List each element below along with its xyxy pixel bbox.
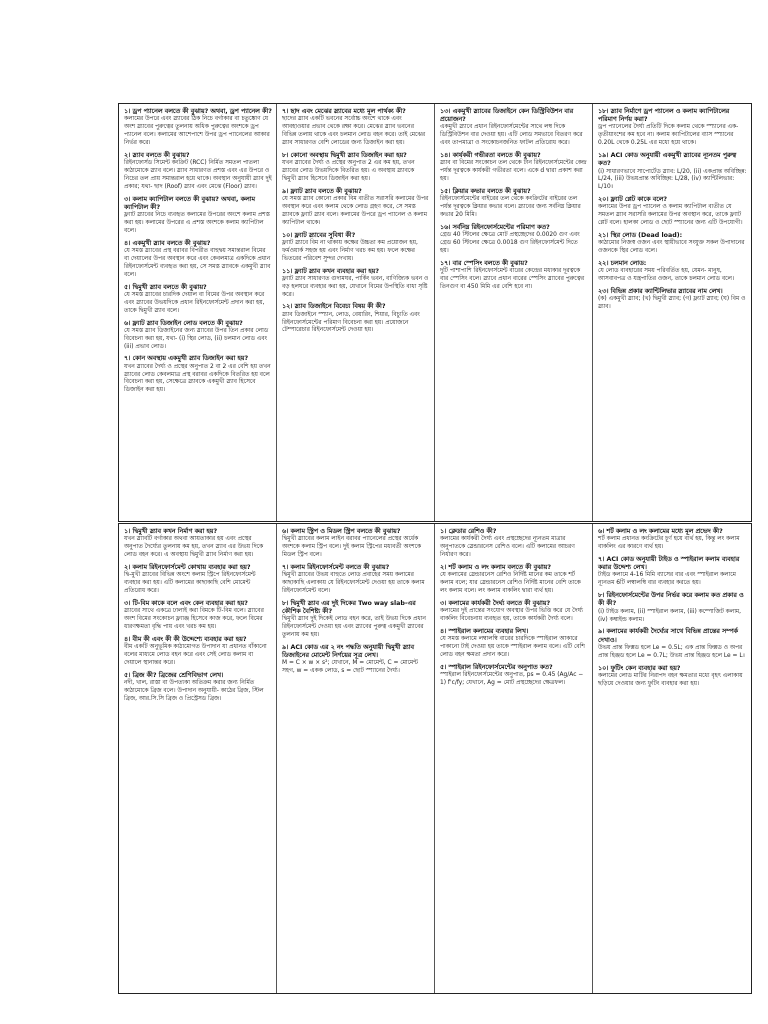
qa-block [440, 664, 588, 688]
qa-block [124, 196, 272, 236]
question-heading: ৯। কলামের কার্যকরী দৈর্ঘ্যের সাথে বিভিন্ন প্রান্তের সম্পর্ক দেখাও। [598, 628, 738, 644]
bottom-column-4 [593, 524, 751, 993]
question-heading: ৬। শর্ট কলাম ও লং কলামের মধ্যে মূল প্রভেদ কী? [598, 528, 723, 535]
qa-block [282, 268, 430, 300]
question-heading: ২। কলাম রিইনফোর্সমেন্ট কোথায় ব্যবহার করা হয়? [124, 563, 251, 571]
answer-text: যে সমস্ত স্ল্যাব কোনো প্রকার বিম ব্যতীত সরাসরি কলামের উপর অবস্থান করে এবং কলাম থেকে লোড গ্রহণ করে, সে সমস্ত স্ল্যাবকে ফ্ল্যাট স্ল্যাব বলে। কলামের উপরে ড্রপ প্যানেল ও কলাম ক্যাপিটাল থাকে। [282, 195, 429, 226]
question-heading: ৮। কোনো অবস্থায় দ্বিমুখী স্ল্যাব ডিজাইন করা হয়? [282, 151, 407, 159]
qa-block [440, 224, 588, 256]
answer-text: M = C × w × s²; যেখানে, M = মোমেন্ট, C = মোমেন্ট সহগ, w = একক লোড, s = ছোট স্প্যানের দৈর্ঘ্য। [282, 660, 418, 675]
qa-block [440, 188, 588, 220]
qa-block [598, 528, 747, 552]
question-heading: ১৭। বার স্পেসিং বলতে কী বুঝায়? [440, 259, 528, 267]
top-handout-sheet [118, 103, 752, 522]
answer-text: ছাদের স্ল্যাব একটি ভবনের সর্বোচ্চ অংশে থাকে এবং আবহাওয়ার প্রভাব থেকে রক্ষা করে। মেঝের স্ল্যাব ভবনের বিভিন্ন তলায় থাকে এবং চলমান লোড বহন করে। তাই মেঝের স্ল্যাব সাধারণত বেশি লোডের জন্য ডিজাইন করা হয়। [282, 116, 426, 146]
question-heading: ১০। ফুটিং কেন ব্যবহার করা হয়? [598, 664, 681, 672]
qa-block [124, 240, 272, 280]
question-heading: ১১। ফ্ল্যাট স্ল্যাব কখন ব্যবহার করা হয়? [282, 267, 380, 275]
answer-text: একমুখী স্ল্যাবে প্রধান রিইনফোর্সমেন্টের সাথে লম্ব দিকে ডিস্ট্রিবিউশন বার দেওয়া হয়। এটি লোড সমভাবে বিতরণ করে এবং তাপমাত্রা ও সংকোচনজনিত ফাটল প্রতিরোধ করে। [440, 124, 583, 147]
qa-block [282, 564, 430, 596]
answer-text: (i) সাধারণভাবে সাপোর্টেড স্ল্যাব: L/20, (ii) একপ্রান্ত অবিচ্ছিন্ন: L/24, (iii) উভয়প্রান্ত অবিচ্ছিন্ন: L/28, (iv) ক্যান্টিলিভার: L/10। [598, 168, 747, 191]
answer-text: রিইনফোর্সড সিমেন্ট কংক্রিট (RCC) নির্মিত সমতল পাতলা কাঠামোকে স্ল্যাব বলে। স্ল্যাব সাধারণত প্রশস্ত এবং এর উপরে ও নিচের তল প্রায় সমান্তরাল হয়ে থাকে। অবস্থান অনুযায়ী স্ল্যাব দুই প্রকার; যথা- ছাদ (Roof) স্ল্যাব এবং মেঝে (Floor) স্ল্যাব। [124, 160, 272, 190]
qa-block [124, 636, 272, 668]
qa-block [124, 564, 272, 596]
bottom-column-3 [435, 524, 593, 993]
answer-text: দ্বিমুখী স্ল্যাবের উভয় বাহুতে লোড প্রবাহের সময় কলামের কাছাকাছি এলাকায় যে রিইনফোর্সমেন্ট দেওয়া হয় তাকে কলাম রিইনফোর্সমেন্ট বলে। [282, 572, 425, 594]
answer-text: যখন স্ল্যাবের দৈর্ঘ্য ও প্রস্থের অনুপাত 2 বা 2 এর বেশি হয় তখন স্ল্যাবের লোড কেবলমাত্র প্রস্থ বরাবর একদিকে বিতরিত হয় বলে বিবেচনা করা হয়, সেক্ষেত্রে স্ল্যাবকে একমুখী স্ল্যাব হিসেবে ডিজাইন করা হয়। [124, 363, 271, 394]
question-heading: ৭। কোন অবস্থায় একমুখী স্ল্যাব ডিজাইন করা হয়? [124, 355, 249, 363]
answer-text: কলামের কার্যকরী দৈর্ঘ্য এবং প্রস্থচ্ছেদের ন্যূনতম মাত্রার অনুপাতকে স্লেন্ডারনেস রেশিও বলে। এটি কলামের আচরণ নির্ধারণ করে। [440, 536, 575, 559]
answer-text: উভয় প্রান্ত ফিক্সড হলে Le = 0.5L; এক প্রান্ত ফিক্সড ও অপর প্রান্ত হিঞ্জড হলে Le = 0.7L; উভয় প্রান্ত হিঞ্জড হলে Le = L। [598, 644, 745, 659]
answer-text: ফ্ল্যাট স্ল্যাবের নিচে ব্যবহৃত কলামের উপরের অংশে কলাম প্রশস্ত করা হয়। কলামের উপরের এ প্রশস্ত অংশকে কলাম ক্যাপিটাল বলে। [124, 212, 270, 234]
qa-block [598, 196, 747, 228]
answer-text: ফ্ল্যাট স্ল্যাব সাধারণত গুদামঘর, পার্কিং ভবন, বাণিজ্যিক ভবন ও বড় হলঘরে ব্যবহার করা হয়, যেখানে বিমের উপস্থিতি বাধা সৃষ্টি করে। [282, 275, 429, 298]
answer-text: টাইড কলামে 4-16 মিমি ব্যাসের বার এবং স্পাইরাল কলামে ন্যূনতম 6টি লম্বালম্বি বার ব্যবহার করতে হয়। [598, 572, 736, 587]
bottom-handout-sheet [118, 523, 752, 994]
qa-block [282, 108, 430, 148]
question-heading: ৯। ACI কোড এর ২ নং পদ্ধতি অনুযায়ী দ্বিমুখী স্ল্যাব ডিজাইনের মোমেন্ট নির্ণয়ের সূত্র লেখ। [282, 643, 415, 660]
answer-text: যে সমস্ত কলামে লম্বালম্বি বারের চারদিকে স্পাইরাল আকারে পাকানো টাই দেওয়া হয় তাকে স্পাইরাল কলাম বলে। এটি বেশি লোড বহন ক্ষমতা প্রদান করে। [440, 636, 585, 658]
answer-text: কলামের দুই প্রান্তের সংযোগ অবস্থার উপর ভিত্তি করে যে দৈর্ঘ্য বাকলিং বিবেচনায় ব্যবহৃত হয়, তাকে কার্যকরী দৈর্ঘ্য বলে। [440, 608, 583, 622]
qa-block [282, 644, 430, 676]
qa-block [440, 628, 588, 660]
answer-text: কাঠামোর নিজস্ব ওজন এবং স্থায়ীভাবে সংযুক্ত সকল উপাদানের ওজনকে স্থির লোড বলে। [598, 240, 745, 255]
qa-block [598, 592, 747, 624]
qa-block [282, 188, 430, 228]
answer-text: (i) টাইড কলাম, (ii) স্পাইরাল কলাম, (iii) কম্পোজিট কলাম, (iv) কম্বাইন্ড কলাম। [598, 608, 742, 623]
question-heading: ৪। একমুখী স্ল্যাব বলতে কী বুঝায়? [124, 239, 211, 247]
question-heading: ১০। ফ্ল্যাট স্ল্যাবের সুবিধা কী? [282, 231, 356, 239]
qa-block [598, 260, 747, 284]
answer-text: কলামের উপর ড্রপ প্যানেল ও কলাম ক্যাপিটাল ব্যতীত যে সমতল স্ল্যাব সরাসরি কলামের উপর অবস্থান করে, তাকে ফ্ল্যাট প্লেট বলে। হালকা লোড ও ছোট স্প্যানের জন্য এটি উপযোগী। [598, 204, 743, 227]
answer-text: বীম একটি অনুভূমিক কাঠামোগত উপাদান যা প্রধানত বাঁকানো বলের মাধ্যমে লোড বহন করে এবং সেই লোড কলাম বা দেয়ালে স্থানান্তর করে। [124, 643, 267, 666]
answer-text: যে সমস্ত স্ল্যাবের প্রস্থ বরাবর বিপরীত বাহুদ্বয় সমান্তরাল বিমের বা দেয়ালের উপর অবস্থান করে এবং কেবলমাত্র একদিকে প্রধান রিইনফোর্সমেন্ট ব্যবহৃত করা হয়, সে সমস্ত স্ল্যাবকে একমুখী স্ল্যাব বলে। [124, 247, 271, 278]
qa-block [124, 320, 272, 352]
question-heading: ২২। চলমান লোড: [598, 260, 647, 268]
qa-block [282, 600, 430, 640]
question-heading: ২৩। বিভিন্ন প্রকার ক্যান্টিলিভার স্ল্যাবের নাম লেখ। [598, 288, 723, 296]
qa-block [124, 528, 272, 560]
question-heading: ৪। স্পাইরাল কলামের ব্যবহার লিখ। [440, 627, 529, 635]
qa-block [124, 108, 272, 148]
qa-block [598, 232, 747, 256]
answer-text: স্ল্যাব বা বিমের সংকোচন তল থেকে টান রিইনফোর্সমেন্টের কেন্দ্র পর্যন্ত দূরত্বকে কার্যকরী গভীরতা বলে। একে d দ্বারা প্রকাশ করা হয়। [440, 160, 587, 183]
question-heading: ৮। দ্বিমুখী স্ল্যাব এর দুই দিকের Two way slab-এর কৌশিক বৈশিষ্ট্য কী? [282, 599, 416, 616]
question-heading: ৩। কলাম ক্যাপিটাল বলতে কী বুঝায়? অথবা, কলাম ক্যাপিটাল কী? [124, 195, 255, 211]
question-heading: ১। ক্লেডার রেশিও কী? [440, 528, 497, 535]
top-column-1 [119, 104, 277, 521]
question-heading: ৭। কলাম রিইনফোর্সমেন্ট বলতে কী বুঝায়? [282, 563, 390, 571]
answer-text: যে কলামের স্লেন্ডারনেস রেশিও নির্দিষ্ট মানের কম তাকে শর্ট কলাম বলে; যার স্লেন্ডারনেস রেশিও নির্দিষ্ট মানের বেশি তাকে লং কলাম বলে। লং কলাম বাকলিং দ্বারা ব্যর্থ হয়। [440, 572, 581, 594]
qa-block [440, 108, 588, 148]
question-heading: ৬। ফ্ল্যাট স্ল্যাব ডিজাইন লোড বলতে কী বুঝায়? [124, 319, 243, 327]
answer-text: কলামের লোড মাটির নিরাপদ বহন ক্ষমতার মধ্যে বৃহৎ এলাকায় ছড়িয়ে দেওয়ার জন্য ফুটিং ব্যবহার করা হয়। [598, 672, 743, 687]
answer-text: দ্বিমুখী স্ল্যাব দুই দিকেই লোড বহন করে, তাই উভয় দিকে প্রধান রিইনফোর্সমেন্ট দেওয়া হয় এবং স্ল্যাবের পুরুত্ব একমুখী স্ল্যাবের তুলনায় কম হয়। [282, 616, 426, 639]
question-heading: ৩। টি-বিম কাকে বলে এবং কেন ব্যবহার করা হয়? [124, 599, 248, 607]
question-heading: ১৫। ক্লিয়ার কভার বলতে কী বুঝায়? [440, 188, 531, 196]
answer-text: যে সমস্ত স্ল্যাবের চারদিক দেয়াল বা বিমের উপর অবস্থান করে এবং স্ল্যাবের উভয়দিকে প্রধান রিইনফোর্সমেন্ট প্রদান করা হয়, তাকে দ্বিমুখী স্ল্যাব বলে। [124, 291, 265, 314]
answer-text: (ক) একমুখী স্ল্যাব; (খ) দ্বিমুখী স্ল্যাব; (গ) ফ্ল্যাট স্ল্যাব; (ঘ) বিম ও স্ল্যাব। [598, 296, 746, 311]
question-heading: ১৬। সর্বনিম্ন রিইনফোর্সমেন্টের পরিমাণ কত? [440, 223, 550, 231]
question-heading: ২১। স্থির লোড (Dead load): [598, 232, 683, 240]
answer-text: রিইনফোর্সমেন্টের বাইরের তল থেকে কংক্রিটের বাইরের তল পর্যন্ত দূরত্বকে ক্লিয়ার কভার বলে। স্ল্যাবের জন্য সর্বনিম্ন ক্লিয়ার কভার 20 মিমি। [440, 196, 581, 219]
bottom-column-1 [119, 524, 277, 993]
qa-block [440, 564, 588, 596]
answer-text: নদী, খাল, রাস্তা বা উপত্যকা অতিক্রম করার জন্য নির্মিত কাঠামোকে ব্রিজ বলে। উপাদান অনুযায়ী- কাঠের ব্রিজ, স্টিল ব্রিজ, আর.সি.সি ব্রিজ ও প্রিস্ট্রেসড ব্রিজ। [124, 679, 264, 702]
question-heading: ১৩। একমুখী স্ল্যাবের ডিজাইনে কেন ডিস্ট্রিবিউশন বার প্রয়োজন? [440, 108, 574, 124]
qa-block [598, 108, 747, 148]
answer-text: স্পাইরাল রিইনফোর্সমেন্টের অনুপাত, ps = 0.45 (Ag/Ac − 1) f'c/fy; যেখানে, Ag = মোট প্রস্থচ্ছেদের ক্ষেত্রফল। [440, 671, 584, 686]
qa-block [282, 232, 430, 264]
answer-text: যে লোড ব্যবহারের সময় পরিবর্তিত হয়, যেমন- মানুষ, আসবাবপত্র ও যন্ত্রপাতির ওজন, তাকে চলমান লোড বলে। [598, 268, 734, 283]
answer-text: স্ল্যাবের সাথে একত্রে ঢালাই করা বিমকে টি-বিম বলে। স্ল্যাবের অংশ বিমের সংকোচন ফ্ল্যাঞ্জ হিসেবে কাজ করে, ফলে বিমের ধারণক্ষমতা বৃদ্ধি পায় এবং খরচ কম হয়। [124, 608, 264, 630]
question-heading: ১২। স্ল্যাব ডিজাইনে বিবেচ্য বিষয় কী কী? [282, 303, 386, 311]
answer-text: দ্বিমুখী স্ল্যাবের কলাম লাইন বরাবর প্যানেলের প্রস্থের অর্ধেক অংশকে কলাম স্ট্রিপ বলে। দুই কলাম স্ট্রিপের মধ্যবর্তী অংশকে মিডল স্ট্রিপ বলে। [282, 536, 422, 559]
question-heading: ৬। কলাম স্ট্রিপ ও মিডল স্ট্রিপ বলতে কী বুঝায়? [282, 528, 401, 535]
qa-block [598, 628, 747, 660]
qa-block [124, 600, 272, 632]
qa-block [598, 288, 747, 312]
question-heading: ১৪। কার্যকরী গভীরতা বলতে কী বুঝায়? [440, 152, 541, 160]
qa-block [124, 284, 272, 316]
top-column-4 [593, 104, 751, 521]
qa-block [440, 152, 588, 184]
qa-block [282, 528, 430, 560]
question-heading: ৭। ACI কোড অনুযায়ী টাইড ও স্পাইরাল কলাম ব্যবহার করার উদ্দেশ্য লেখ। [598, 556, 740, 572]
question-heading: ৭। ছাদ এবং মেঝের স্ল্যাবের মধ্যে মূল পার্থক্য কী? [282, 108, 406, 115]
answer-text: ড্রপ প্যানেলের দৈর্ঘ্য প্রতিটি দিকে কলাম থেকে স্প্যানের এক-তৃতীয়াংশের কম হবে না। কলাম ক্যাপিটালের ব্যাস স্প্যানের 0.20L থেকে 0.25L এর মধ্যে হয়ে থাকে। [598, 124, 739, 147]
qa-block [598, 152, 747, 192]
question-heading: ৩। কলামের কার্যকরী দৈর্ঘ্য বলতে কী বুঝায়? [440, 599, 551, 607]
qa-block [124, 672, 272, 704]
question-heading: ৪। বীম কী এবং কী কী উদ্দেশ্যে ব্যবহার করা হয়? [124, 635, 247, 643]
answer-text: স্ল্যাব ডিজাইনে স্প্যান, লোড, বেয়ারিং, শিয়ার, বিচ্যুতি এবং রিইনফোর্সমেন্টের পরিমাণ বিবেচনা করা হয়। প্রয়োজনে টেম্পারেচার রিইনফোর্সমেন্ট দেওয়া হয়। [282, 311, 420, 334]
answer-text: দুটি পাশাপাশি রিইনফোর্সমেন্ট বারের কেন্দ্রের মধ্যকার দূরত্বকে বার স্পেসিং বলে। স্ল্যাবে প্রধান বারের স্পেসিং স্ল্যাবের পুরুত্বের তিনগুণ বা 450 মিমি এর বেশি হবে না। [440, 268, 585, 290]
top-column-3 [435, 104, 593, 521]
answer-text: কলামের উপরে এবং স্ল্যাবের ঠিক নিচে বর্গাকার বা চতুষ্কোণ যে অংশ স্ল্যাবের পুরুত্বের তুলনায় অধিক পুরুত্বের অংশকে ড্রপ প্যানেল বলে। কলামের আশেপাশে উপর ড্রপ প্যানেলের আকার নির্ভর করে। [124, 116, 270, 146]
answer-text: গ্রেড 40 স্টিলের ক্ষেত্রে মোট প্রস্থচ্ছেদের 0.0020 গুণ এবং গ্রেড 60 স্টিলের ক্ষেত্রে 0.0018 গুণ রিইনফোর্সমেন্ট দিতে হয়। [440, 232, 580, 254]
answer-text: দ্বি-মুখী স্ল্যাবের বিভিন্ন অংশে কলাম স্ট্রিপে রিইনফোর্সমেন্ট ব্যবহার করা হয়। এটি কলামের কাছাকাছি বেশি মোমেন্ট প্রতিরোধ করে। [124, 572, 256, 594]
question-heading: ৫। দ্বিমুখী স্ল্যাব বলতে কী বুঝায়? [124, 283, 207, 291]
qa-block [440, 528, 588, 560]
qa-block [440, 260, 588, 292]
question-heading: ৫। ব্রিজ কী? ব্রিজের শ্রেণিবিভাগ লেখ। [124, 671, 224, 679]
bottom-column-2 [277, 524, 435, 993]
top-columns [119, 104, 751, 521]
qa-block [598, 556, 747, 588]
question-heading: ২০। ফ্ল্যাট প্লেট কাকে বলে? [598, 196, 668, 204]
answer-text: যখন স্ল্যাবটি বর্গাকার অথবা আয়তাকার হয় এবং প্রস্থের অনুপাত দৈর্ঘ্যের তুলনায় কম হয়, তখন স্ল্যাব এর উভয় দিকে লোড বহন করে। এ অবস্থায় দ্বিমুখী স্ল্যাব নির্মাণ করা হয়। [124, 536, 264, 559]
question-heading: ১। দ্বিমুখী স্ল্যাব কখন নির্মাণ করা হয়? [124, 528, 218, 535]
question-heading: ৮। রিইনফোর্সমেন্টের উপর নির্ভর করে কলাম কত প্রকার ও কী কী? [598, 592, 744, 608]
qa-block [440, 600, 588, 624]
question-heading: ২। শর্ট কলাম ও লং কলাম বলতে কী বুঝায়? [440, 563, 552, 571]
qa-block [282, 152, 430, 184]
answer-text: শর্ট কলাম প্রধানত কংক্রিটের চূর্ণ হয়ে ব্যর্থ হয়, কিন্তু লং কলাম বাকলিং এর কারণে ব্যর্থ হয়। [598, 536, 740, 551]
question-heading: ৯। ফ্ল্যাট স্ল্যাব বলতে কী বুঝায়? [282, 187, 362, 195]
top-column-2 [277, 104, 435, 521]
qa-block [282, 303, 430, 335]
answer-text: ফ্ল্যাট স্ল্যাবে বিম না থাকায় কক্ষের উচ্চতা কম প্রয়োজন হয়, ফর্মওয়ার্ক সহজ হয় এবং নির্মাণ খরচ কম হয়। ফলে কক্ষের ভিতরের পরিবেশ সুন্দর দেখায়। [282, 239, 418, 262]
answer-text: যখন স্ল্যাবের দৈর্ঘ্য ও প্রস্থের অনুপাত 2 এর কম হয়, তখন স্ল্যাবের লোড উভয়দিকে বিতরিত হয়। এ অবস্থায় স্ল্যাবকে দ্বিমুখী স্ল্যাব হিসেবে ডিজাইন করা হয়। [282, 160, 415, 182]
question-heading: ১৮। স্ল্যাব নির্মাণে ড্রপ প্যানেল ও কলাম ক্যাপিটালের পরিমাণ নির্ণয় করা? [598, 108, 730, 124]
bottom-columns [119, 524, 751, 993]
qa-block [124, 355, 272, 395]
qa-block [124, 152, 272, 192]
qa-block [598, 665, 747, 689]
question-heading: ১৯। ACI কোড অনুযায়ী একমুখী স্ল্যাবের ন্যূনতম পুরুত্ব কত? [598, 152, 737, 168]
answer-text: যে সমস্ত স্ল্যাব ডিজাইনের জন্য স্ল্যাবের উপর তিন প্রকার লোড বিবেচনা করা হয়, যথা- (i) স্থির লোড, (ii) চলমান লোড এবং (iii) প্রভাব লোড। [124, 327, 269, 350]
question-heading: ২। স্ল্যাব বলতে কী বুঝায়? [124, 151, 190, 159]
question-heading: ১। ড্রপ প্যানেল বলতে কী বুঝায়? অথবা, ড্রপ প্যানেল কী? [124, 108, 272, 115]
question-heading: ৫। স্পাইরাল রিইনফোর্সমেন্টের অনুপাত কত? [440, 663, 553, 671]
